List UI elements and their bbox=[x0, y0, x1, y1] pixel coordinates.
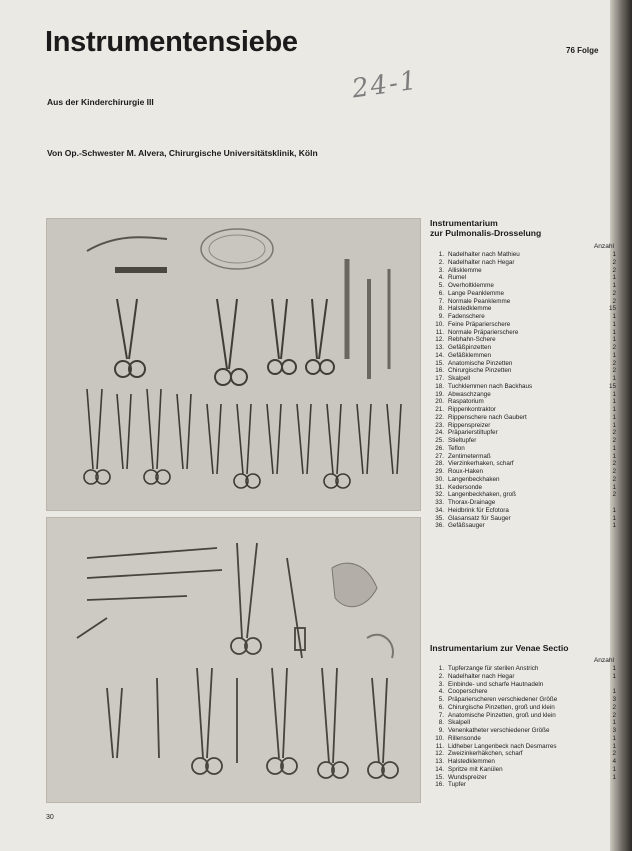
list-item bbox=[430, 445, 616, 453]
item-count: 2 bbox=[612, 703, 616, 711]
item-name: Präparierstiltupfer bbox=[448, 429, 498, 437]
item-number: 18. bbox=[435, 382, 444, 390]
instrument-photo-1-illustration bbox=[47, 219, 420, 510]
item-name: Raspatorium bbox=[448, 398, 484, 406]
item-name: Einbinde- und scharfe Hautnadeln bbox=[448, 680, 544, 688]
item-name: Nadelhalter nach Hegar bbox=[448, 258, 515, 266]
item-count: 2 bbox=[612, 367, 616, 375]
list-item bbox=[430, 383, 616, 391]
item-name: Thorax-Drainage bbox=[448, 499, 496, 506]
item-count: 1 bbox=[612, 719, 616, 727]
list-item bbox=[430, 673, 616, 681]
item-name: Anatomische Pinzetten, groß und klein bbox=[448, 711, 556, 719]
item-number: 11. bbox=[435, 742, 444, 750]
item-name: Langenbeckhaken, groß bbox=[448, 491, 516, 499]
list-item bbox=[430, 336, 616, 344]
item-name: Tupfer bbox=[448, 781, 466, 789]
item-count: 2 bbox=[612, 437, 616, 444]
item-number: 34. bbox=[435, 506, 444, 514]
item-number: 25. bbox=[435, 437, 444, 444]
item-number: 10. bbox=[435, 734, 444, 742]
item-count: 2 bbox=[612, 475, 616, 483]
item-name: Rebhahn-Schere bbox=[448, 336, 496, 344]
item-count: 1 bbox=[612, 274, 616, 282]
item-name: Skalpell bbox=[448, 375, 471, 382]
item-name: Rippenschere nach Gaubert bbox=[448, 413, 527, 421]
item-number: 11. bbox=[435, 328, 444, 336]
item-count bbox=[606, 681, 616, 689]
item-number: 30. bbox=[435, 475, 444, 483]
item-name: Zweizinkerhäkchen, scharf bbox=[448, 750, 523, 758]
item-number: 9. bbox=[438, 313, 444, 320]
item-number: 7. bbox=[438, 711, 444, 719]
item-number: 21. bbox=[435, 406, 444, 413]
item-name: Präparierscheren verschiedener Größe bbox=[448, 696, 558, 703]
list-item bbox=[430, 774, 616, 782]
item-number: 17. bbox=[435, 375, 444, 382]
list-item bbox=[430, 321, 616, 329]
item-number: 8. bbox=[438, 305, 444, 313]
list-item bbox=[430, 422, 616, 430]
item-count: 1 bbox=[612, 514, 616, 522]
item-number: 7. bbox=[438, 297, 444, 305]
item-count: 2 bbox=[612, 460, 616, 468]
item-count: 2 bbox=[612, 359, 616, 367]
item-number: 12. bbox=[435, 750, 444, 758]
list-item bbox=[430, 274, 616, 282]
item-count bbox=[606, 499, 616, 507]
item-number: 2. bbox=[438, 258, 444, 266]
list-item bbox=[430, 515, 616, 523]
list2-heading: Instrumentarium zur Venae Sectio bbox=[430, 643, 569, 653]
list-item bbox=[430, 259, 616, 267]
list-item bbox=[430, 329, 616, 337]
item-number: 23. bbox=[435, 421, 444, 429]
item-count: 1 bbox=[612, 522, 616, 530]
item-number: 6. bbox=[438, 703, 444, 711]
list-item bbox=[430, 743, 616, 751]
item-count: 1 bbox=[612, 506, 616, 514]
item-name: Gefäßsauger bbox=[448, 522, 485, 530]
item-number: 6. bbox=[438, 289, 444, 297]
item-number: 32. bbox=[435, 491, 444, 499]
item-count: 1 bbox=[612, 773, 616, 781]
item-number: 13. bbox=[435, 758, 444, 765]
item-count: 3 bbox=[612, 727, 616, 734]
list-item bbox=[430, 696, 616, 704]
item-number: 36. bbox=[435, 522, 444, 530]
item-count: 1 bbox=[612, 406, 616, 413]
instrument-photo-2-illustration bbox=[47, 518, 420, 802]
item-count: 1 bbox=[612, 328, 616, 336]
item-count: 2 bbox=[612, 344, 616, 351]
list-item bbox=[430, 414, 616, 422]
item-count: 3 bbox=[612, 696, 616, 703]
item-count: 1 bbox=[612, 413, 616, 421]
list-item bbox=[430, 719, 616, 727]
item-count: 4 bbox=[612, 758, 616, 765]
item-name: Rillensonde bbox=[448, 734, 481, 742]
item-number: 27. bbox=[435, 452, 444, 460]
list-item bbox=[430, 406, 616, 414]
item-count: 1 bbox=[612, 398, 616, 406]
page-number: 30 bbox=[46, 814, 54, 821]
item-name: Overholtklemme bbox=[448, 282, 494, 289]
item-name: Vierzinkerhaken, scharf bbox=[448, 460, 514, 468]
subtitle: Aus der Kinderchirurgie III bbox=[47, 97, 154, 107]
pulmonalis-instrument-list bbox=[430, 218, 616, 530]
item-name: Skalpell bbox=[448, 719, 471, 727]
page-title: Instrumentensiebe bbox=[45, 26, 298, 58]
list-item bbox=[430, 665, 616, 673]
item-name: Zentimetermaß bbox=[448, 452, 491, 460]
item-number: 26. bbox=[435, 444, 444, 452]
list-item bbox=[430, 453, 616, 461]
item-number: 10. bbox=[435, 320, 444, 328]
list-item bbox=[430, 750, 616, 758]
list-item bbox=[430, 712, 616, 720]
list-item bbox=[430, 313, 616, 321]
item-name: Wundspreizer bbox=[448, 773, 487, 781]
item-count: 1 bbox=[612, 483, 616, 491]
item-number: 29. bbox=[435, 468, 444, 475]
item-name: Cooperschere bbox=[448, 688, 488, 696]
item-count: 1 bbox=[612, 251, 616, 258]
item-name: Feine Präparierschere bbox=[448, 320, 511, 328]
instrument-photo-venae-sectio bbox=[46, 517, 421, 803]
item-count bbox=[606, 781, 616, 789]
list-item bbox=[430, 766, 616, 774]
list-item bbox=[430, 491, 616, 499]
list-item bbox=[430, 499, 616, 507]
series-label: 76 Folge bbox=[566, 46, 599, 55]
item-count: 2 bbox=[612, 266, 616, 274]
list2-anzahl-label: Anzahl bbox=[593, 657, 614, 664]
list-item bbox=[430, 391, 616, 399]
item-name: Rippenspreizer bbox=[448, 421, 491, 429]
list1-items bbox=[430, 251, 616, 530]
list-item bbox=[430, 367, 616, 375]
item-count: 15 bbox=[608, 382, 616, 390]
item-number: 8. bbox=[438, 719, 444, 727]
item-count: 2 bbox=[612, 429, 616, 437]
item-count: 1 bbox=[612, 765, 616, 773]
item-count: 1 bbox=[612, 282, 616, 289]
list-item bbox=[430, 375, 616, 383]
item-count: 1 bbox=[612, 672, 616, 680]
list-item bbox=[430, 727, 616, 735]
item-number: 28. bbox=[435, 460, 444, 468]
item-number: 22. bbox=[435, 413, 444, 421]
instrument-photo-pulmonalis bbox=[46, 218, 421, 511]
item-count: 2 bbox=[612, 297, 616, 305]
item-name: Lange Peanklemme bbox=[448, 289, 505, 297]
item-count: 2 bbox=[612, 258, 616, 266]
list-item bbox=[430, 484, 616, 492]
item-count: 1 bbox=[612, 390, 616, 398]
item-number: 2. bbox=[438, 672, 444, 680]
item-name: Venenkatheter verschiedener Größe bbox=[448, 727, 550, 734]
handwritten-note: 24-1 bbox=[350, 65, 421, 105]
item-number: 35. bbox=[435, 514, 444, 522]
list1-heading-line1: Instrumentarium bbox=[430, 218, 498, 228]
item-name: Normale Präparierschere bbox=[448, 328, 519, 336]
list-item bbox=[430, 476, 616, 484]
item-name: Nadelhalter nach Mathieu bbox=[448, 251, 520, 258]
item-count: 1 bbox=[612, 742, 616, 750]
list-item bbox=[430, 681, 616, 689]
item-name: Anatomische Pinzetten bbox=[448, 359, 513, 367]
item-number: 3. bbox=[438, 266, 444, 274]
item-number: 9. bbox=[438, 727, 444, 734]
venae-sectio-instrument-list bbox=[430, 643, 616, 789]
item-name: Rumel bbox=[448, 274, 467, 282]
item-number: 3. bbox=[438, 680, 444, 688]
item-count: 1 bbox=[612, 734, 616, 742]
item-count: 1 bbox=[612, 688, 616, 696]
item-count: 1 bbox=[612, 452, 616, 460]
list-item bbox=[430, 360, 616, 368]
item-count: 2 bbox=[612, 289, 616, 297]
item-name: Chirurgische Pinzetten bbox=[448, 367, 512, 375]
item-number: 4. bbox=[438, 688, 444, 696]
item-number: 5. bbox=[438, 282, 444, 289]
item-name: Gefäßpinzetten bbox=[448, 344, 492, 351]
item-count: 2 bbox=[612, 491, 616, 499]
list-item bbox=[430, 460, 616, 468]
item-count: 1 bbox=[612, 313, 616, 320]
item-count: 1 bbox=[612, 421, 616, 429]
item-name: Allisklemme bbox=[448, 266, 482, 274]
list-item bbox=[430, 282, 616, 290]
item-name: Teflon bbox=[448, 444, 465, 452]
item-number: 24. bbox=[435, 429, 444, 437]
list-item bbox=[430, 352, 616, 360]
item-number: 33. bbox=[435, 499, 444, 506]
list-item bbox=[430, 251, 616, 259]
item-name: Halstedklemme bbox=[448, 305, 492, 313]
item-name: Normale Peanklemme bbox=[448, 297, 511, 305]
list2-items bbox=[430, 665, 616, 789]
item-number: 13. bbox=[435, 344, 444, 351]
item-number: 15. bbox=[435, 359, 444, 367]
byline: Von Op.-Schwester M. Alvera, Chirurgische Universitätsklinik, Köln bbox=[47, 148, 318, 158]
list-item bbox=[430, 758, 616, 766]
item-number: 16. bbox=[435, 781, 444, 789]
item-name: Heidbrink für Ecfotora bbox=[448, 506, 509, 514]
item-number: 20. bbox=[435, 398, 444, 406]
item-name: Rippenkontraktor bbox=[448, 406, 496, 413]
item-name: Tupferzange für sterilen Anstrich bbox=[448, 665, 539, 672]
list-item bbox=[430, 290, 616, 298]
item-count: 15 bbox=[608, 305, 616, 313]
item-number: 15. bbox=[435, 773, 444, 781]
item-count: 1 bbox=[612, 320, 616, 328]
list1-anzahl-label: Anzahl bbox=[593, 243, 614, 250]
item-name: Tuchklemmen nach Backhaus bbox=[448, 382, 533, 390]
item-name: Abwaschzange bbox=[448, 390, 491, 398]
list-item bbox=[430, 688, 616, 696]
list-item bbox=[430, 468, 616, 476]
item-count: 2 bbox=[612, 750, 616, 758]
item-name: Halstedklemmen bbox=[448, 758, 495, 765]
list-item bbox=[430, 267, 616, 275]
item-count: 2 bbox=[612, 468, 616, 475]
list-item bbox=[430, 298, 616, 306]
item-name: Lidheber Langenbeck nach Desmarres bbox=[448, 742, 557, 750]
list-item bbox=[430, 305, 616, 313]
item-name: Fadenschere bbox=[448, 313, 485, 320]
list-item bbox=[430, 704, 616, 712]
list-item bbox=[430, 781, 616, 789]
item-name: Langenbeckhaken bbox=[448, 475, 500, 483]
item-count: 2 bbox=[612, 711, 616, 719]
item-count: 1 bbox=[612, 351, 616, 359]
item-number: 5. bbox=[438, 696, 444, 703]
item-name: Kedersonde bbox=[448, 483, 482, 491]
item-number: 19. bbox=[435, 390, 444, 398]
list-item bbox=[430, 344, 616, 352]
list-item bbox=[430, 398, 616, 406]
item-number: 12. bbox=[435, 336, 444, 344]
item-number: 31. bbox=[435, 483, 444, 491]
list-item bbox=[430, 437, 616, 445]
item-number: 1. bbox=[438, 251, 444, 258]
item-name: Nadelhalter nach Hegar bbox=[448, 672, 515, 680]
item-number: 1. bbox=[438, 665, 444, 672]
item-name: Stieltupfer bbox=[448, 437, 477, 444]
item-name: Glasansatz für Sauger bbox=[448, 514, 511, 522]
list-item bbox=[430, 507, 616, 515]
item-name: Gefäßklemmen bbox=[448, 351, 492, 359]
item-name: Chirurgische Pinzetten, groß und klein bbox=[448, 703, 555, 711]
item-count: 1 bbox=[612, 336, 616, 344]
item-name: Spritze mit Kanülen bbox=[448, 765, 503, 773]
item-count: 1 bbox=[612, 665, 616, 672]
item-number: 4. bbox=[438, 274, 444, 282]
item-count: 1 bbox=[612, 375, 616, 382]
list-item bbox=[430, 429, 616, 437]
item-number: 14. bbox=[435, 765, 444, 773]
item-number: 16. bbox=[435, 367, 444, 375]
item-number: 14. bbox=[435, 351, 444, 359]
item-count: 1 bbox=[612, 444, 616, 452]
list1-heading-line2: zur Pulmonalis-Drosselung bbox=[430, 228, 542, 238]
list-item bbox=[430, 522, 616, 530]
list-item bbox=[430, 735, 616, 743]
item-name: Roux-Haken bbox=[448, 468, 483, 475]
